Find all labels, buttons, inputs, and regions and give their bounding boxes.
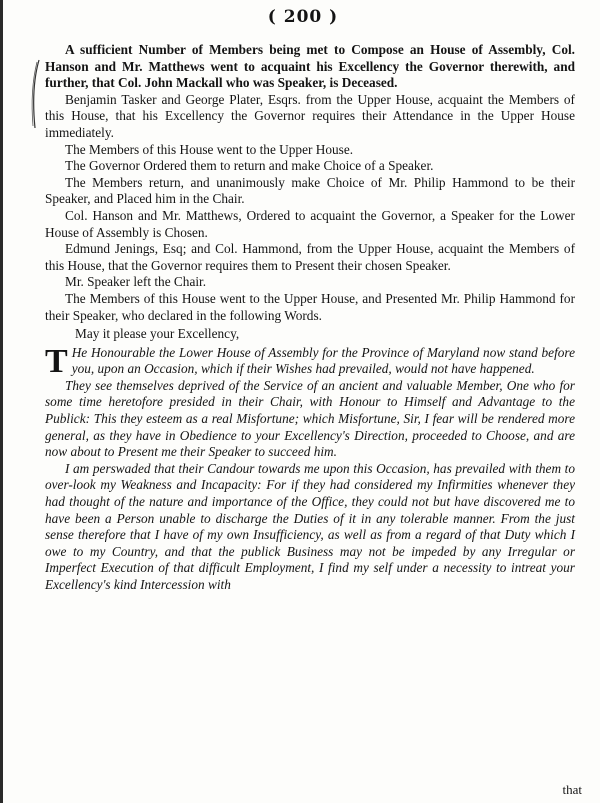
- paragraph: The Members return, and unanimously make Choice of Mr. Philip Hammond to be their Speaker, and Placed him in the Chair.: [45, 174, 575, 207]
- speech-opening-text: He Honourable the Lower House of Assembly for the Province of Maryland now stand before you, upon an Occasion, which if their Wishes had prevailed, would not have happened.: [71, 344, 575, 377]
- paragraph: A sufficient Number of Members being met to Compose an House of Assembly, Col. Hanson and Mr. Matthews went to acquaint his Excellency the Governor therewith, and further, that Col. John Mackall who was Speaker, is Deceased.: [45, 42, 575, 91]
- drop-cap: T: [45, 342, 68, 380]
- salutation: May it please your Excellency,: [75, 326, 240, 342]
- page-number: ( 200 ): [267, 7, 339, 27]
- paragraph: The Members of this House went to the Upper House, and Presented Mr. Philip Hammond for their Speaker, who declared in the following Words.: [45, 290, 575, 323]
- paragraph: Mr. Speaker left the Chair.: [65, 274, 207, 290]
- speech-paragraph: They see themselves deprived of the Service of an ancient and valuable Member, One who for some time heretofore presided in their Chair, with Honour to Himself and Advantage to the Publick: This they esteem as a real Misfortune; which Misfortune, Sir, I fear will be rendered more general, as they have in Obedience to your Excellency's Direction, proceeded to Choose, and are now about to Present me their Speaker to succeed him.: [45, 377, 575, 460]
- margin-bracket-mark: [29, 58, 41, 130]
- paragraph: The Governor Ordered them to return and make Choice of a Speaker.: [65, 158, 434, 174]
- catchword: that: [562, 782, 582, 797]
- paragraph: The Members of this House went to the Upper House.: [65, 141, 354, 157]
- paragraph: Edmund Jenings, Esq; and Col. Hammond, from the Upper House, acquaint the Members of this House, that the Governor requires them to Present their chosen Speaker.: [45, 241, 575, 273]
- paragraph: Benjamin Tasker and George Plater, Esqrs. from the Upper House, acquaint the Members of this House, that his Excellency the Governor requires their Attendance in the Upper House immediately.: [45, 91, 575, 140]
- paragraph: Col. Hanson and Mr. Matthews, Ordered to acquaint the Governor, a Speaker for the Lower House of Assembly is Chosen.: [45, 207, 575, 240]
- speech-opening: [45, 342, 575, 380]
- speech-paragraph: I am perswaded that their Candour towards me upon this Occasion, has prevailed with them to over-look my Weakness and Incapacity: For if they had considered my Infirmities whenever they had thought of the nature and importance of the Office, they could not but have discovered me to have been a Person unable to discharge the Duties of it in any tolerable manner. From the just sense therefore that I have of my own Insufficiency, as well as from a regard of that Duty which I owe to my Country, and that the publick Business may not be impeded by any Irregular or Imperfect Execution of that difficult Employment, I find my self under a necessity to intreat your Excellency's kind Intercession with: [45, 460, 575, 592]
- document-body: [45, 42, 575, 594]
